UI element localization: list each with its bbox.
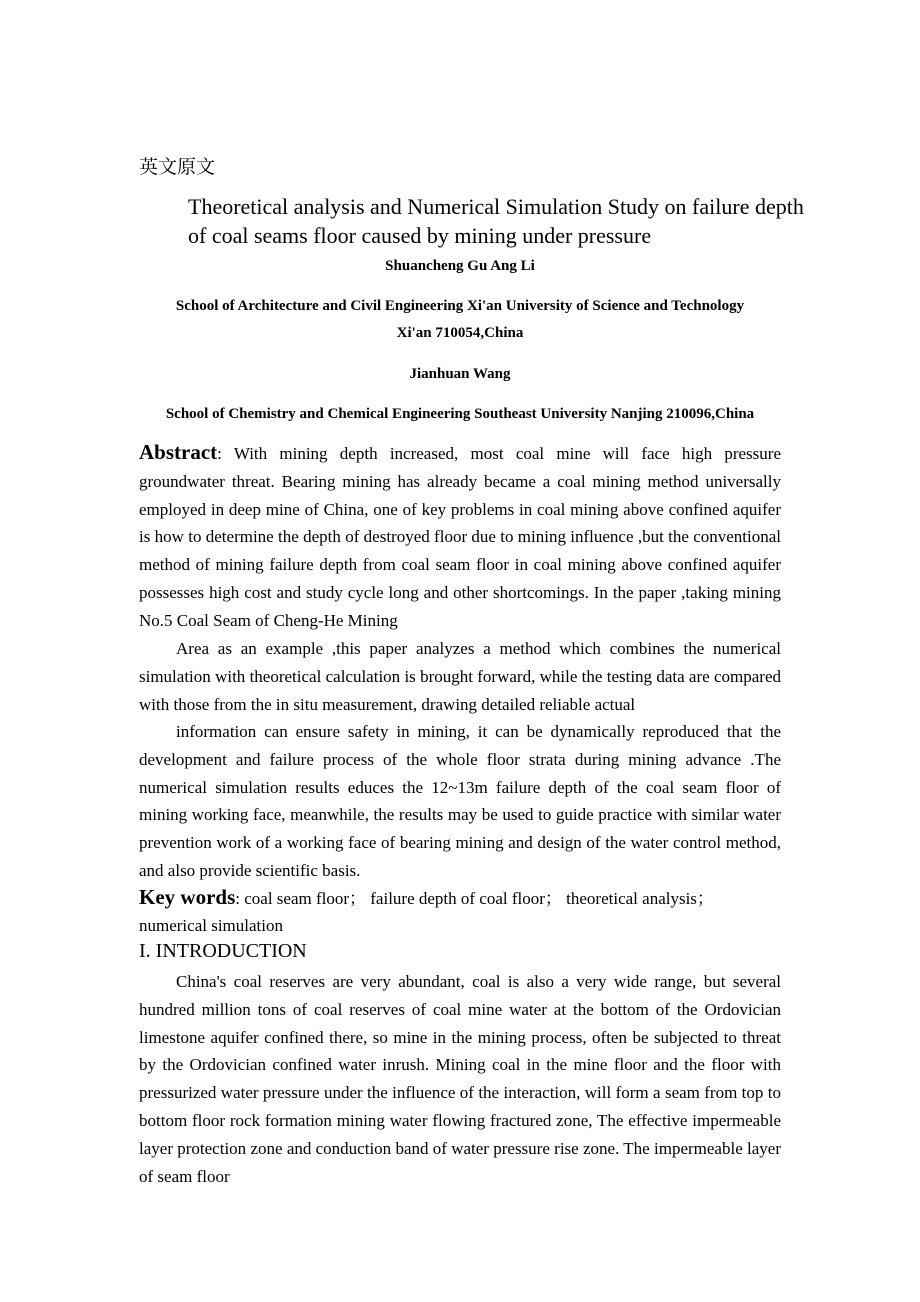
keywords-text: : coal seam floor； failure depth of coal floor； theoretical analysis； (235, 889, 714, 908)
affiliation-primary-line1: School of Architecture and Civil Engineering Xi'an University of Science and Technology (175, 298, 745, 314)
abstract-label: Abstract (139, 440, 218, 464)
authors-secondary: Jianhuan Wang (409, 366, 511, 382)
affiliation-primary-line2: Xi'an 710054,China (396, 325, 524, 341)
paper-title: Theoretical analysis and Numerical Simulation Study on failure depth of coal seams floor caused by mining under pressure (188, 194, 804, 248)
abstract-text-1: : With mining depth increased, most coal mine will face high pressure groundwater threat. Bearing mining has already became a coal mining method universally employed in deep mine of China, one of key problems in coal mining above confined aquifer is how to determine the depth of destroyed floor due to mining influence ,but the conventional method of mining failure depth from coal seam floor in coal mining above confined aquifer possesses high cost and study cycle long and other shortcomings. In the paper ,taking mining No.5 Coal Seam of Cheng-He Mining (139, 444, 781, 630)
keywords-label: Key words (139, 885, 236, 909)
authors-primary: Shuancheng Gu Ang Li (385, 258, 535, 274)
keywords-line-2: numerical simulation (139, 916, 283, 935)
introduction-paragraph-1: China's coal reserves are very abundant, coal is also a very wide range, but several hundred million tons of coal reserves of coal mine water at the bottom of the Ordovician limestone aquifer confined there, so mine in the mining process, often be subjected to threat by the Ordovician confined water inrush. Mining coal in the mine floor and the floor with pressurized water pressure under the influence of the interaction, will form a seam from top to bottom floor rock formation mining water flowing fractured zone, The effective impermeable layer protection zone and conduction band of water pressure rise zone. The impermeable layer of seam floor (139, 972, 781, 1186)
abstract-paragraph-2: Area as an example ,this paper analyzes a method which combines the numerical simulation with theoretical calculation is brought forward, while the testing data are compared with those from the in situ measurement, drawing detailed reliable actual (139, 639, 781, 714)
affiliation-secondary: School of Chemistry and Chemical Engineering Southeast University Nanjing 210096,China (165, 406, 755, 422)
abstract-paragraph-1 (139, 439, 781, 635)
section-label: 英文原文 (139, 156, 216, 178)
abstract-paragraph-3: information can ensure safety in mining, it can be dynamically reproduced that the development and failure process of the whole floor strata during mining advance .The numerical simulation results educes the 12~13m failure depth of the coal seam floor of mining working face, meanwhile, the results may be used to guide practice with similar water prevention work of a working face of bearing mining and design of the water control method, and also provide scientific basis. (139, 722, 781, 880)
section-heading-introduction: I. INTRODUCTION (139, 940, 307, 962)
keywords-line (139, 884, 714, 913)
